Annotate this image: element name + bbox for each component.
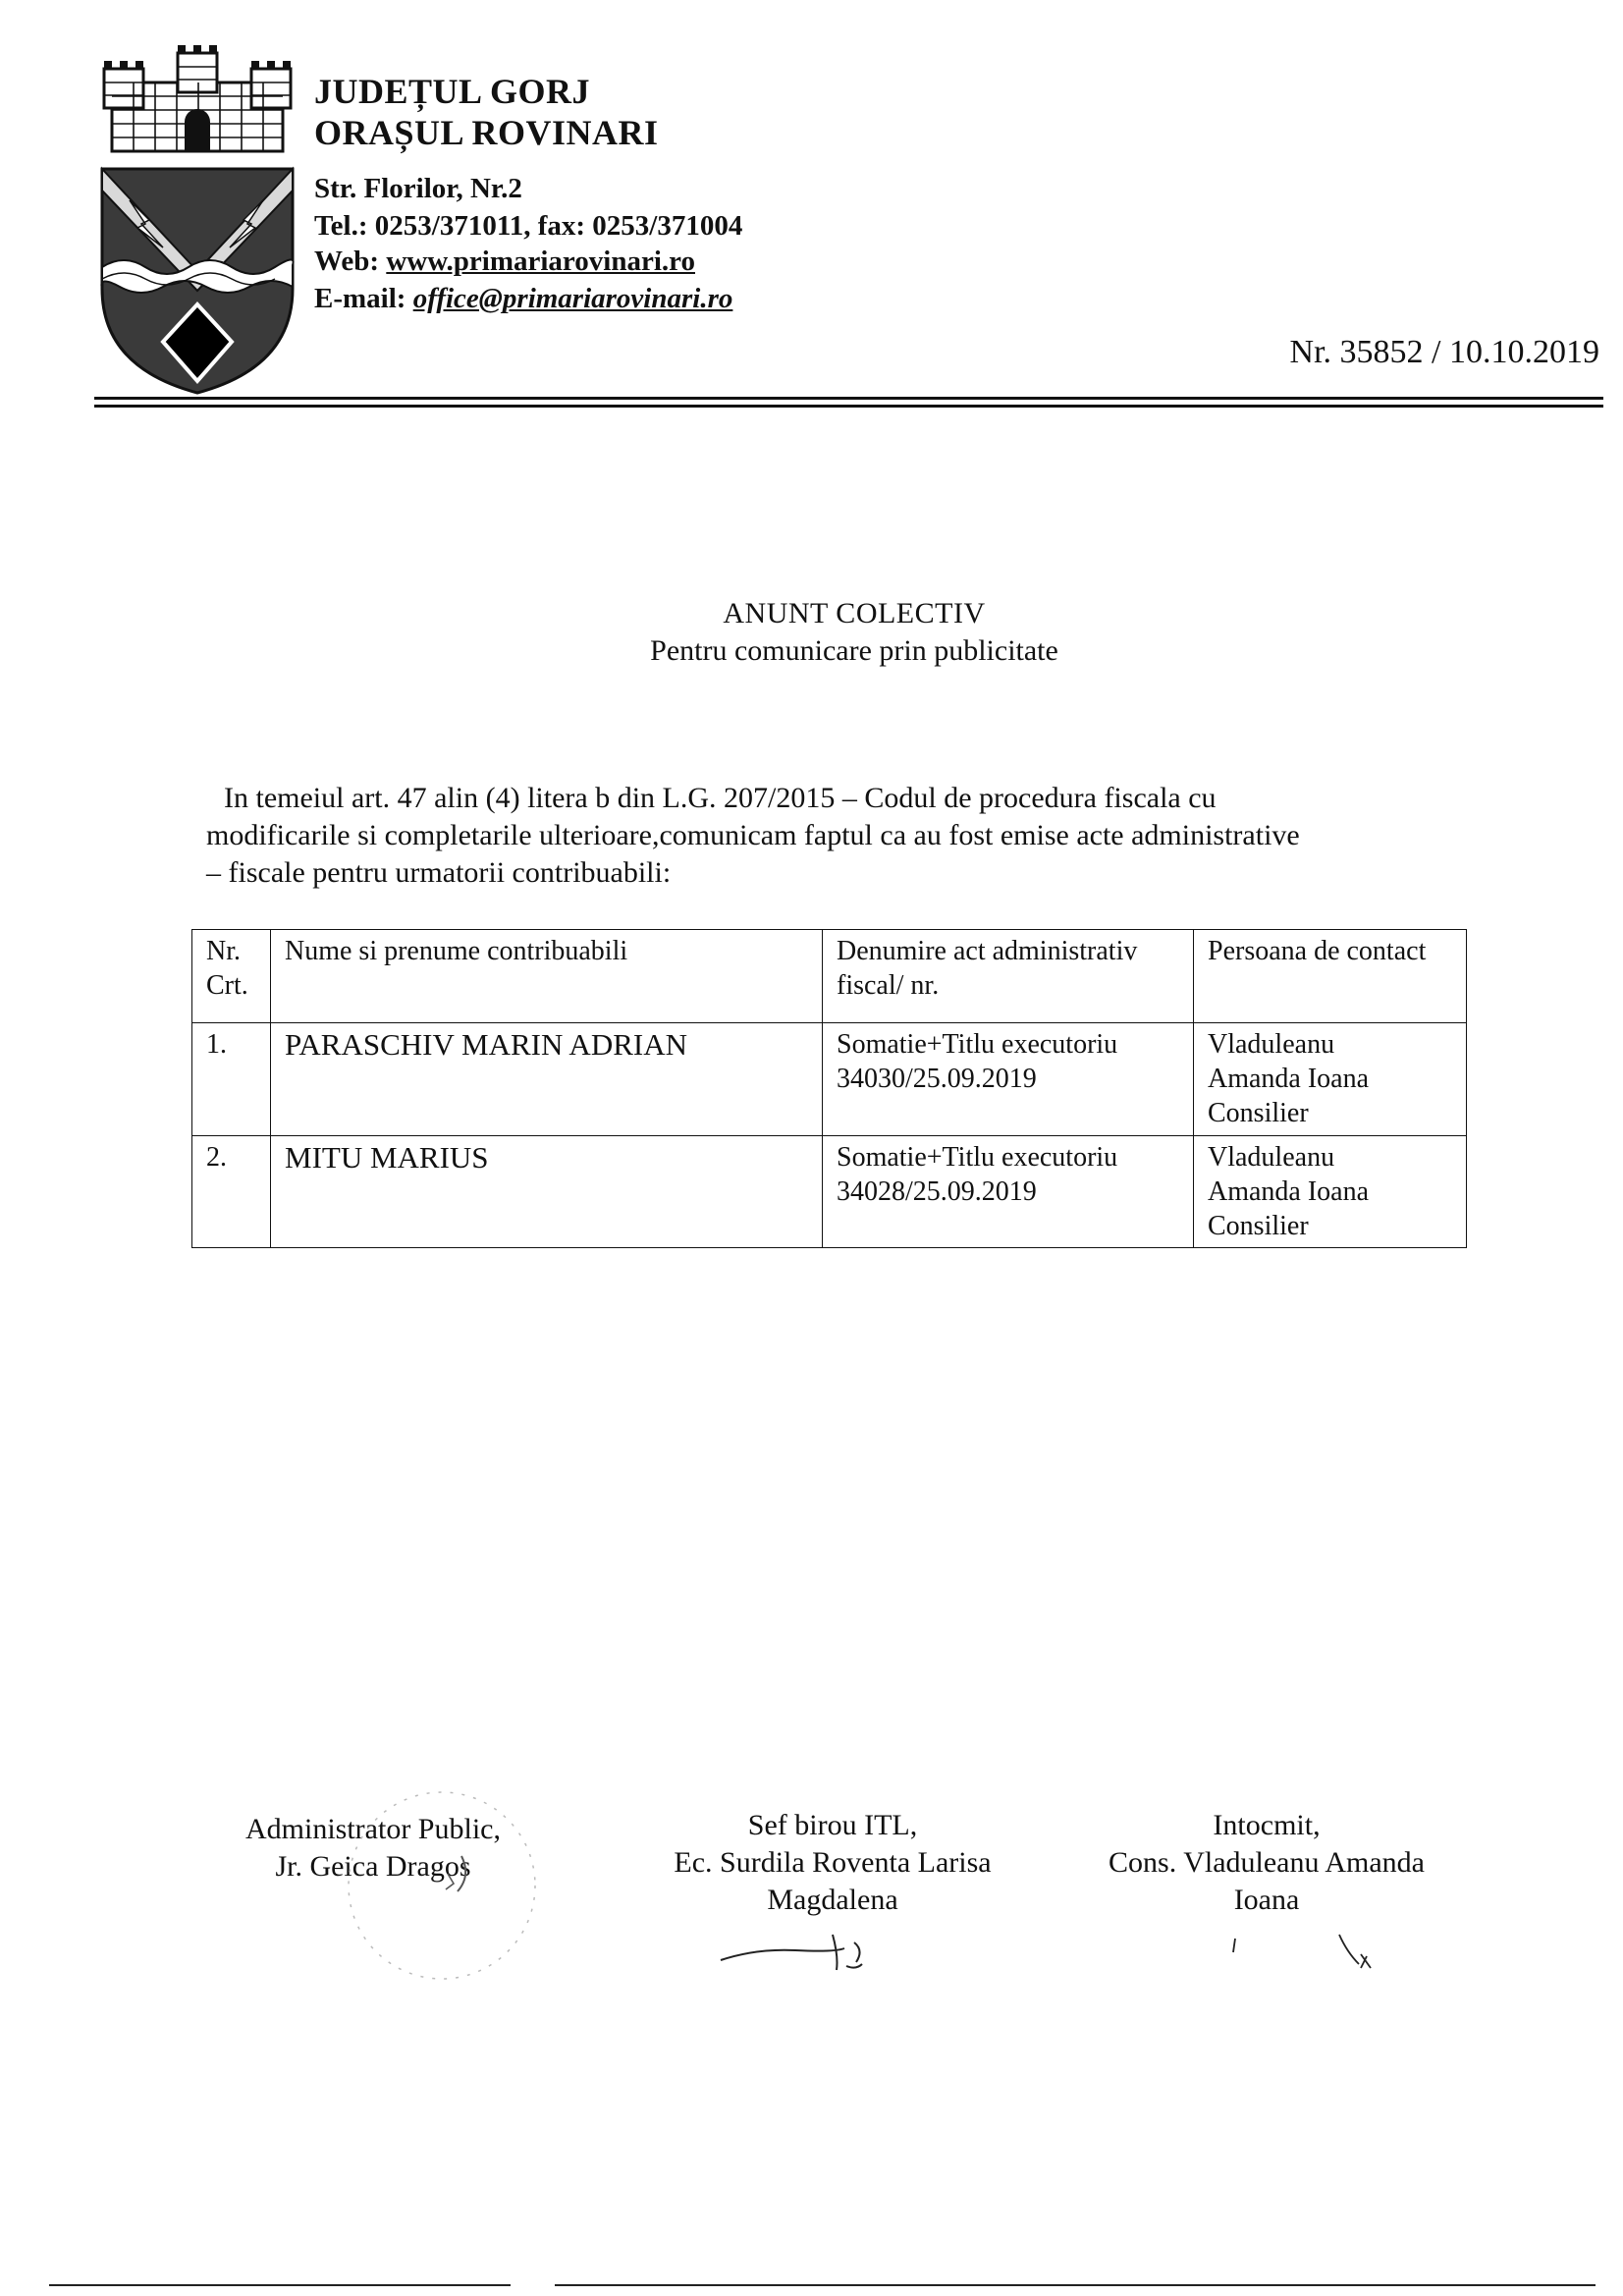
- cell-nr: 1.: [192, 1023, 271, 1136]
- itl-chief-name-line2: Magdalena: [767, 1884, 898, 1916]
- header-divider-bottom: [94, 405, 1603, 408]
- bottom-edge-line: [555, 2284, 1596, 2286]
- handwritten-signature-itl: [717, 1927, 933, 1986]
- cell-nr: 2.: [192, 1136, 271, 1248]
- coat-of-arms-logo: [94, 43, 300, 395]
- registration-number: Nr. 35852 / 10.10.2019: [1289, 334, 1599, 370]
- bottom-edge-line: [49, 2284, 511, 2286]
- cell-act: Somatie+Titlu executoriu 34030/25.09.2019: [823, 1023, 1194, 1136]
- county-name: JUDEȚUL GORJ: [314, 72, 591, 111]
- table-row: [192, 1136, 1467, 1248]
- web-line: [314, 246, 695, 278]
- prepared-by-name-line2: Ioana: [1233, 1884, 1300, 1916]
- email-label: E-mail:: [314, 283, 413, 314]
- stamp-mark: [324, 1777, 560, 2003]
- itl-chief-name-line1: Ec. Surdila Roventa Larisa: [674, 1846, 992, 1879]
- cell-contact: Vladuleanu Amanda Ioana Consilier: [1194, 1023, 1467, 1136]
- web-label: Web:: [314, 246, 387, 277]
- header-taxpayer-name: Nume si prenume contribuabili: [271, 930, 823, 1023]
- signature-block-prepared-by: [1080, 1807, 1453, 1919]
- address: Str. Florilor, Nr.2: [314, 173, 522, 204]
- intro-line-1: In temeiul art. 47 alin (4) litera b din L.G. 207/2015 – Codul de procedura fiscala cu: [224, 782, 1217, 814]
- prepared-by-name-line1: Cons. Vladuleanu Amanda: [1109, 1846, 1425, 1879]
- itl-chief-role: Sef birou ITL,: [747, 1809, 918, 1841]
- header-divider-top: [94, 397, 1603, 400]
- prepared-by-role: Intocmit,: [1213, 1809, 1321, 1841]
- cell-taxpayer-name: PARASCHIV MARIN ADRIAN: [271, 1023, 823, 1136]
- header-act-name: Denumire act administrativ fiscal/ nr.: [823, 930, 1194, 1023]
- cell-taxpayer-name: MITU MARIUS: [271, 1136, 823, 1248]
- town-name: ORAȘUL ROVINARI: [314, 113, 659, 152]
- administrator-name: Jr. Geica Dragos: [275, 1850, 471, 1883]
- intro-line-2: modificarile si completarile ulterioare,comunicam faptul ca au fost emise acte administrative: [206, 819, 1300, 851]
- handwritten-signature-prepared: [1214, 1931, 1390, 1980]
- signature-block-itl-chief: [626, 1807, 1039, 1919]
- table-row: [192, 1023, 1467, 1136]
- header-nr-crt: Nr. Crt.: [192, 930, 271, 1023]
- table-header-row: [192, 930, 1467, 1023]
- email-link[interactable]: office@primariarovinari.ro: [412, 283, 733, 314]
- intro-line-3: – fiscale pentru urmatorii contribuabili:: [206, 856, 672, 889]
- administrator-role: Administrator Public,: [245, 1813, 501, 1845]
- cell-act: Somatie+Titlu executoriu 34028/25.09.2019: [823, 1136, 1194, 1248]
- document-title: ANUNT COLECTIV: [723, 597, 986, 629]
- taxpayers-table: [191, 929, 1467, 1248]
- email-line: [314, 283, 732, 315]
- phone-fax: Tel.: 0253/371011, fax: 0253/371004: [314, 210, 743, 242]
- header-contact-person: Persoana de contact: [1194, 930, 1467, 1023]
- website-link[interactable]: www.primariarovinari.ro: [386, 246, 695, 277]
- cell-contact: Vladuleanu Amanda Ioana Consilier: [1194, 1136, 1467, 1248]
- document-subtitle: Pentru comunicare prin publicitate: [650, 634, 1058, 667]
